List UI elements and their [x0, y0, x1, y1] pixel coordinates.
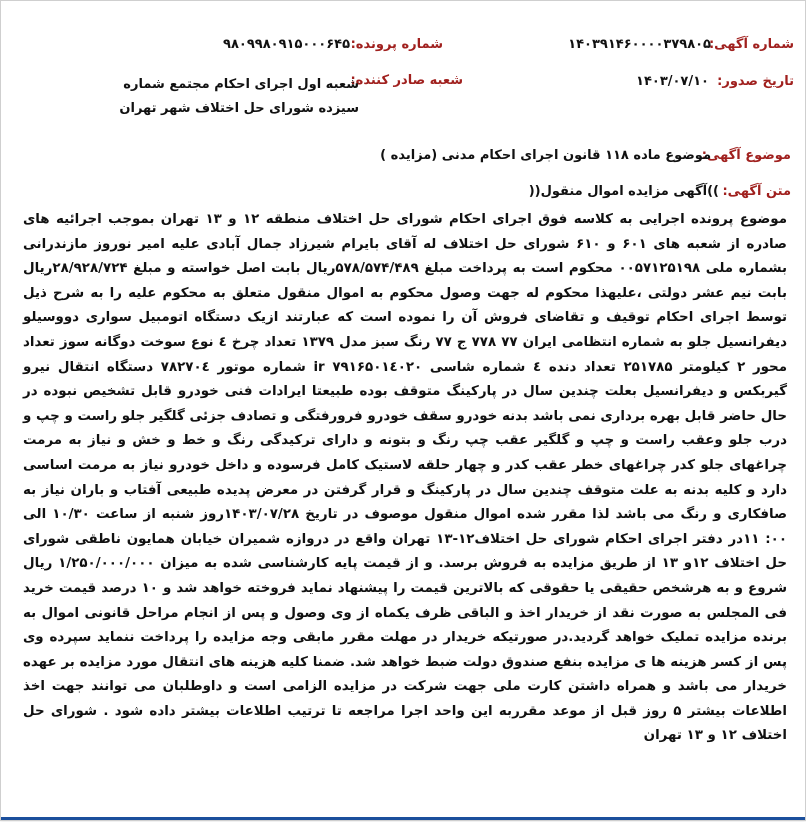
- issue-date-value: ۱۴۰۳/۰۷/۱۰: [636, 74, 709, 89]
- ad-body-text: موضوع پرونده اجرایی به کلاسه فوق اجرای احکام شورای حل اختلاف منطقه ۱۲ و ۱۳ تهران بموجب اجرائیه های صادره از شعبه های ۶۰۱ و ۶۱۰ شورای حل اختلاف له آقای بایرام شیرزاد جمال آبادی علیه امیر نوروز مازندرانی بشماره ملی ۰۰۵۷۱۲۵۱۹۸ محکوم است به پرداخت مبلغ ۵۷۸/۵۷۴/۴۸۹ریال بابت اصل خواسته و مبلغ ۲۸/۹۲۸/۷۲۴ریال بابت نیم عشر دولتی ،علیهذا محکوم له جهت وصول محکوم به اموال منقول متعلق به محکوم علیه را به شرح ذیل توسط اجرای احکام توقیف و تقاضای فروش آن را نموده است که عبارتند ازیک دستگاه اتومبیل سواری دووسیلو دیفرانسیل جلو به شماره انتظامی ایران ۷۷ ۷۷۸ ج ۷۷ رنگ سبز مدل ۱۳۷۹ تعداد چرخ ٤ نوع سوخت دوگانه سوز تعداد محور ۲ کیلومتر ۲۵۱۷۸۵ تعداد دنده ٤ شماره شاسی ۷۹۱۶۵۰۱٤۰۲۰ ir شماره موتور ۷۸۲۷۰٤ دستگاه انتقال نیرو گیربکس و دیفرانسیل بعلت چندین سال در پارکینگ متوقف بوده طبیعتا ایرادات فنی خودرو قابل تشخیص نبوده در حال حاضر قابل بهره برداری نمی باشد بدنه خودرو سقف خودرو فرورفتگی و تصادف جزئی گلگیر جلو راست و چپ و درب جلو وعقب راست و چپ و گلگیر عقب چپ رنگ و بتونه و دارای ترکیدگی رنگ و خط و خش و نیاز به مرمت چراغهای جلو کدر چراغهای خطر عقب کدر و چهار حلقه لاستیک کامل فرسوده و داخل خودرو نیاز به مرمت اساسی دارد و کلیه بدنه به علت متوقف چندین سال در پارکینگ و قرار گرفتن در معرض پدیده طبیعی آفتاب و باران نیاز به صافکاری و رنگ می باشد لذا مقرر شده اموال منقول موصوف در تاریخ ۱۴۰۳/۰۷/۲۸روز شنبه از ساعت ۱۰/۳۰ الی ۰۰: ۱۱در دفتر اجرای احکام شورای حل اختلاف۱۲-۱۳ تهران واقع در دروازه شمیران خیابان همایون ناطقی شورای حل اختلاف ۱۲و ۱۳ از طریق مزایده به فروش برسد. و از قیمت پایه کارشناسی شده به میزان ۱/۲۵۰/۰۰۰/۰۰۰ ریال شروع و به هرشخص حقیقی یا حقوقی که بالاترین قیمت را پیشنهاد نماید فروخته خواهد شد و ۱۰ درصد قیمت خرید فی المجلس به صورت نقد از خریدار اخذ و الباقی ظرف یکماه از وی وصول و پس از انجام مراحل قانونی اموال به برنده مزایده تملیک خواهد گردید.در صورتیکه خریدار در مهلت مقرر مابقی وجه مزایده را پرداخت ننماید سپرده وی پس از کسر هزینه ها ی مزایده بنفع صندوق دولت ضبط خواهد شد. ضمنا کلیه هزینه های انتقال مورد مزایده بر عهده خریدار می باشد و همراه داشتن کارت ملی جهت شرکت در مزایده الزامی است و داوطلبان می توانند جهت اخذ اطلاعات بیشتر ۵ روز قبل از موعد مقرربه این واحد اجرا مراجعه تا ترتیب اطلاعات بیشتر داده شود . شورای حل اختلاف ۱۲ و ۱۳ تهران: [23, 212, 788, 744]
- issue-date-label: تاریخ صدور:: [717, 74, 794, 89]
- issuer-label: شعبه صادر کننده:: [350, 73, 463, 88]
- case-number-value: ۹۸۰۹۹۸۰۹۱۵۰۰۰۶۴۵: [223, 37, 350, 52]
- subject-value: موضوع ماده ۱۱۸ قانون اجرای احکام مدنی (مزایده ): [380, 148, 711, 163]
- case-number-label: شماره پرونده:: [350, 37, 443, 52]
- ad-text-label: متن آگهی:: [722, 184, 791, 199]
- ad-number-value: ۱۴۰۳۹۱۴۶۰۰۰۰۳۷۹۸۰۵: [568, 37, 711, 52]
- bottom-border-bar: [1, 817, 805, 820]
- ad-heading: ))آگهی مزایده اموال منقول((: [528, 184, 719, 199]
- subject-label: موضوع آگهی:: [701, 148, 791, 163]
- ad-number-label: شماره آگهی:: [708, 37, 794, 52]
- issuer-value: شعبه اول اجرای احکام مجتمع شماره سیزده شورای حل اختلاف شهر تهران: [119, 77, 359, 116]
